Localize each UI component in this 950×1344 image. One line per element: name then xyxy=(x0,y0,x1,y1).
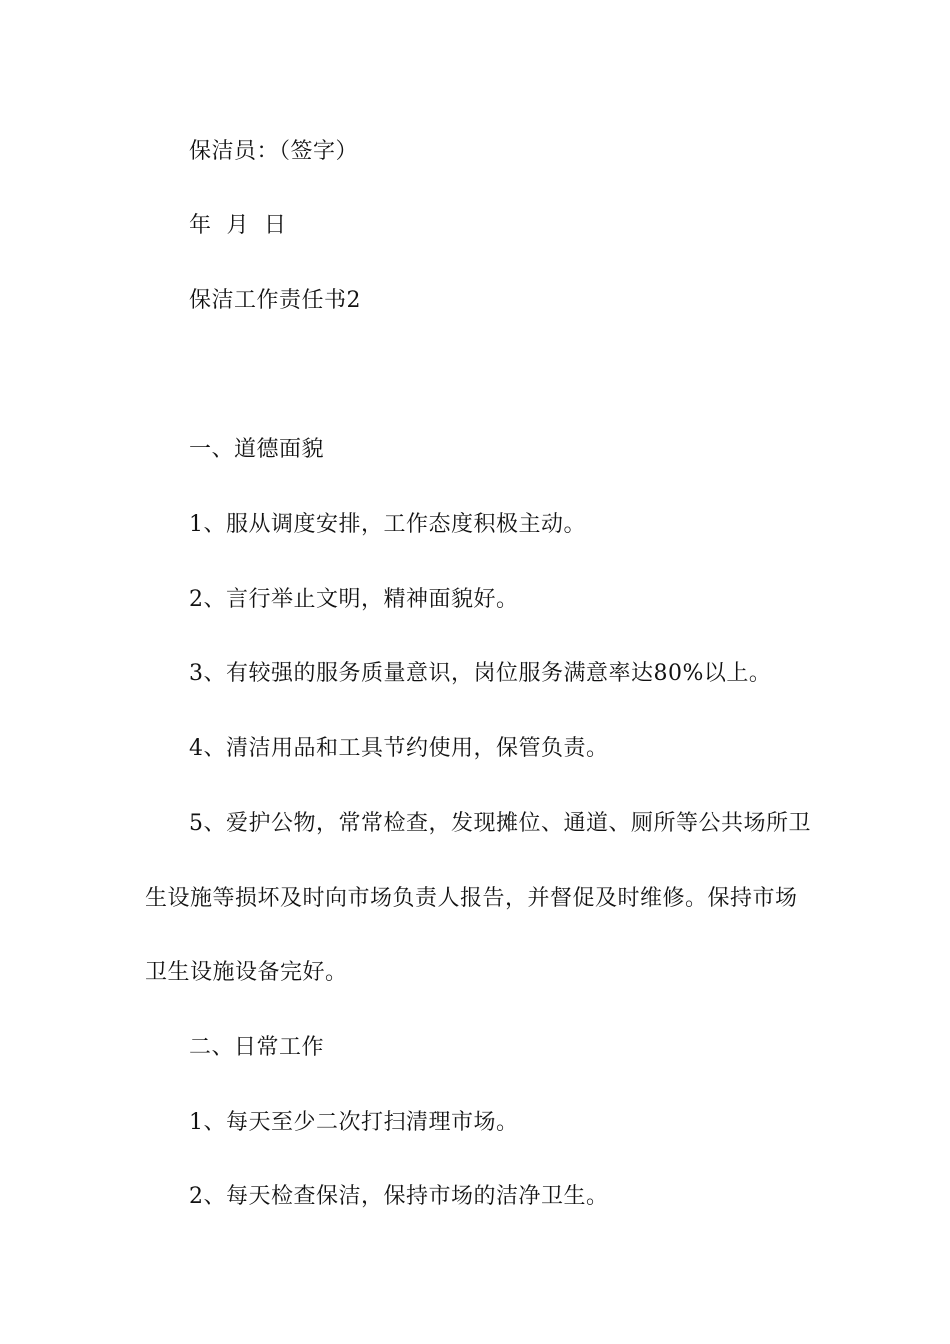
cleaner-signature-line: 保洁员：（签字） xyxy=(189,139,359,164)
date-line: 年 月 日 xyxy=(189,213,287,238)
list-item: 1、每天至少二次打扫清理市场。 xyxy=(189,1110,519,1135)
section-heading-morality: 一、道德面貌 xyxy=(189,437,325,462)
section-heading-daily-work: 二、日常工作 xyxy=(189,1035,325,1060)
list-item-continuation: 生设施等损坏及时向市场负责人报告，并督促及时维修。保持市场 xyxy=(145,886,798,911)
list-item: 4、清洁用品和工具节约使用，保管负责。 xyxy=(189,736,609,761)
list-item-multiline-start: 5、爱护公物，常常检查，发现摊位、通道、厕所等公共场所卫 xyxy=(189,811,811,836)
list-item: 1、服从调度安排，工作态度积极主动。 xyxy=(189,512,586,537)
list-item-continuation: 卫生设施设备完好。 xyxy=(145,960,348,985)
list-item: 3、有较强的服务质量意识，岗位服务满意率达80%以上。 xyxy=(189,661,772,686)
list-item: 2、言行举止文明，精神面貌好。 xyxy=(189,587,519,612)
document-title: 保洁工作责任书2 xyxy=(189,288,361,313)
list-item: 2、每天检查保洁，保持市场的洁净卫生。 xyxy=(189,1184,609,1209)
